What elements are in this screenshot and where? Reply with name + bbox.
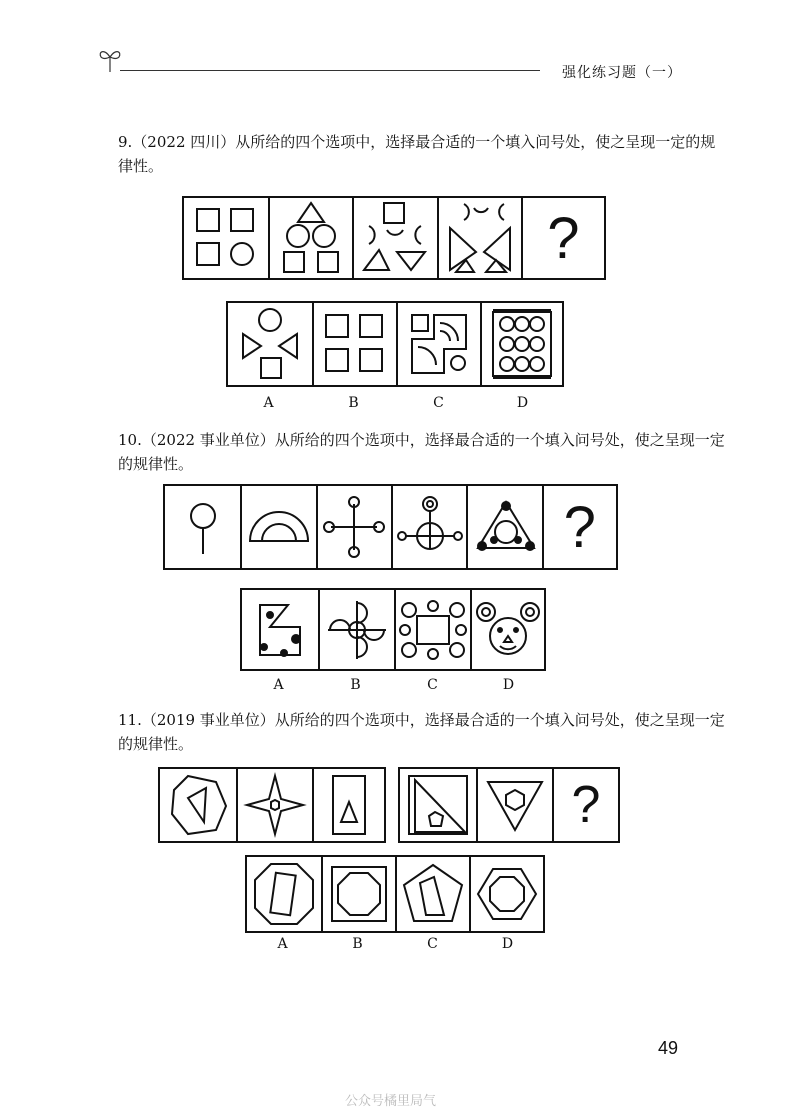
q10-option-labels — [240, 677, 546, 693]
q9-figure-1 — [184, 198, 268, 278]
option-label-b: B — [348, 395, 359, 411]
q11-figure-4 — [400, 769, 476, 841]
q10-option-b-figure[interactable] — [318, 590, 394, 669]
q10-figure-2 — [240, 486, 315, 568]
q11-option-b-figure[interactable] — [321, 857, 395, 931]
question-10-text: 10.（2022 事业单位）从所给的四个选项中，选择最合适的一个填入问号处，使之呈现一定的规律性。 — [118, 431, 725, 473]
q11-option-labels — [245, 936, 545, 952]
question-10-options — [240, 588, 546, 671]
question-11-text: 11.（2019 事业单位）从所给的四个选项中，选择最合适的一个填入问号处，使之呈现一定的规律性。 — [118, 711, 725, 753]
question-9-sequence — [182, 196, 606, 280]
option-label-a: A — [277, 936, 288, 952]
q10-option-d-figure[interactable] — [470, 590, 544, 669]
q9-figure-3 — [352, 198, 436, 278]
section-title: 强化练习题（一） — [562, 65, 682, 81]
option-label-a: A — [263, 395, 274, 411]
q9-option-a-figure[interactable] — [228, 303, 312, 385]
q10-option-c-figure[interactable] — [394, 590, 470, 669]
question-mark: ? — [563, 494, 596, 560]
q9-figure-2 — [268, 198, 352, 278]
q9-option-c-figure[interactable] — [396, 303, 480, 385]
question-mark: ? — [547, 205, 580, 271]
page-number: 49 — [658, 1038, 679, 1058]
option-label-b: B — [350, 677, 361, 693]
option-label-c: C — [427, 936, 438, 952]
question-11-sequence-right — [398, 767, 620, 843]
question-11-sequence-left — [158, 767, 386, 843]
question-mark: ? — [571, 776, 601, 834]
q10-figure-5 — [466, 486, 541, 568]
q10-figure-4 — [391, 486, 466, 568]
q11-option-c-figure[interactable] — [395, 857, 469, 931]
q9-option-d-figure[interactable] — [480, 303, 562, 385]
option-label-c: C — [433, 395, 444, 411]
question-11-options — [245, 855, 545, 933]
q11-figure-5 — [476, 769, 552, 841]
option-label-a: A — [273, 677, 284, 693]
question-9-options — [226, 301, 564, 387]
question-9-text: 9.（2022 四川）从所给的四个选项中，选择最合适的一个填入问号处，使之呈现一定的规律性。 — [118, 133, 716, 175]
option-label-c: C — [427, 677, 438, 693]
q10-question-cell — [542, 486, 616, 568]
q11-figure-2 — [236, 769, 312, 841]
q10-figure-3 — [316, 486, 391, 568]
q9-figure-4 — [437, 198, 521, 278]
q11-option-a-figure[interactable] — [247, 857, 321, 931]
question-10-sequence — [163, 484, 618, 570]
option-label-d: D — [516, 395, 529, 411]
q10-figure-1 — [165, 486, 240, 568]
option-label-d: D — [502, 677, 515, 693]
q11-question-cell — [552, 769, 618, 841]
q11-option-d-figure[interactable] — [469, 857, 543, 931]
q10-option-a-figure[interactable] — [242, 590, 318, 669]
q9-option-labels — [226, 395, 564, 411]
option-label-d: D — [501, 936, 514, 952]
q9-question-cell — [521, 198, 604, 278]
option-label-b: B — [352, 936, 363, 952]
q11-figure-3 — [312, 769, 384, 841]
q11-figure-1 — [160, 769, 236, 841]
watermark: 公众号橘里局气 — [345, 1094, 437, 1109]
q9-option-b-figure[interactable] — [312, 303, 396, 385]
header-rule — [120, 70, 540, 71]
